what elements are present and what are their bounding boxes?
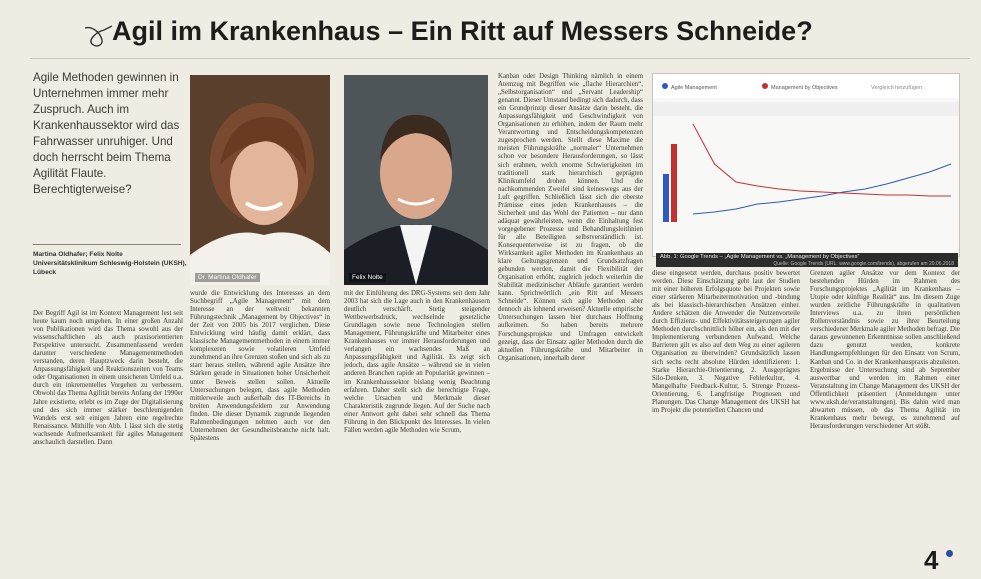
series-line-agile <box>693 164 951 214</box>
page-number: 4 <box>924 545 939 575</box>
trend-chart <box>653 74 959 256</box>
figure-caption-text: Abb. 1: Google Trends – „Agile Management vs. „Management by Objectives“ <box>660 254 860 260</box>
photo-felix-nolte <box>344 75 488 285</box>
series-line-mbo <box>693 124 951 196</box>
body-column-2: wurde die Entwicklung des Interesses an dem Suchbegriff „Agile Management“ mit dem Interesse an der weltweit bekannten Führungstechnik „Management by Objectives“ in der Zeit von 2005 bis 2017 verglichen. Diese Entwicklung wird häufig damit erklärt, dass klassische Managementmethoden in einem immer komplexeren sowie volatileren Umfeld zunehmend an ihre Grenzen stoßen und sich als zu starr heraus stellen, während agile Ansätze ihre Stärken gerade in Situationen hoher Unsicherheit unter Beweis stellen sollen. Aktuelle Untersuchungen belegen, dass agile Methoden mittlerweile auch außerhalb des IT-Bereichs in breiten Anwendungsfeldern zur Anwendung finden. Die dieser Dynamik zugrunde liegenden Rahmenbedingungen nehmen auch vor den Unternehmen der Gesundheitsbranche nicht halt. Spätestens <box>190 290 330 442</box>
google-trends-figure <box>652 73 960 257</box>
body-column-5: diese eingesetzt werden, durchaus positiv bewertet werden. Diese Einschätzung geht laut der Studien mit einer höheren Erfolgsquote bei Projekten sowie einer stärkeren Mitarbeitermotivation und -bindung als bei klassisch-hierarchischen Ansätzen einher. Andere schätzen die Anwender die Nutzenvorteile durch Effizienz- und Effektivitätssteigerungen agiler Methoden durchschnittlich höher ein, als den mit der Implementierung verbundenen Aufwand. Welche Barrieren gilt es also auf dem Weg zu einer agileren Organisation zu überwinden? Grundsätzlich lassen sich sechs recht absolute Hürden identifizieren: 1. Starke Hierarchie-Orientierung, 2. Ausgeprägtes Silo-Denken, 3. Negative Fehlerkultur, 4. Mangelhafte Feedback-Kultur, 5. Strenge Prozess-Orientierung, 6. Langfristige Prognosen und Planungen. Das Change Management des UKSH hat im Projekt die potentiellen Chancen und <box>652 270 800 414</box>
legend-mbo: Management by Objectives <box>771 85 838 91</box>
figure-caption <box>656 253 958 267</box>
chart-plot-area <box>693 124 951 214</box>
body-column-1: Der Begriff Agil ist im Kontext Management fest seit heute kaum noch umgehen. In einer großen Anzahl von Publikationen wird das Thema sowohl aus der wissenschaftlichen als auch praxisorientierten Perspektive untersucht. Zusammenfassend werden darunter verschiedene Managementmethoden verstanden, deren Hauptzweck darin besteht, die Anpassungsfähigkeit und Reaktionszeiten von Teams oder Organisationen in einem unsicheren Umfeld u.a. durch ein inkrementelles Vorgehen zu verbessern. Obwohl das Thema Agilität bereits Anfang der 1990er Jahre existierte, erlebt es im Zuge der Digitalisierung und des sich immer stärker beschleunigenden Wandels erst seit einigen Jahren eine regelrechte Renaissance. Mithilfe von Abb. 1 lässt sich die stetig wachsende Aufmerksamkeit für agiles Management anschaulich darstellen. Dann <box>33 310 183 446</box>
legend-dot-mbo <box>762 83 768 89</box>
photo-martina-oldhafer <box>190 75 330 285</box>
body-column-3: mit der Einführung des DRG-Systems seit dem Jahr 2003 hat sich die Lage auch in den Krankenhäusern deutlich verschärft. Stetig steigender Wettbewerbsdruck, wechselnde gesetzliche Grundlagen sowie neue Technologien stellen Management, Führungskräfte und Mitarbeiter eines Krankenhauses vor immer Herausforderungen und verlangen ein wachsendes Maß an Anpassungsfähigkeit und Agilität. Es zeigt sich jedoch, dass agile Ansätze – während sie in vielen anderen Branchen rapide an Popularität gewinnen – im Krankenhaussektor bislang wenig Beachtung erfahren. Daher stellt sich die berechtigte Frage, welche Ursachen und Merkmale dieser Charakteristik zugrunde liegen. Auf der Suche nach einer Antwort geht dabei sehr schnell das Thema Führung in den Blickpunkt des Interesses. In vielen Fällen werden agile Methoden wie Scrum, <box>344 290 490 434</box>
pen-scribble-icon <box>82 22 116 52</box>
page-dot-icon <box>946 550 953 557</box>
photo-caption: Dr. Martina Oldhafer <box>195 273 260 282</box>
intro-divider <box>33 244 181 245</box>
article-headline: Agil im Krankenhaus – Ein Ritt auf Messers Schneide? <box>112 16 813 46</box>
photo-caption: Felix Nolte <box>349 273 386 282</box>
body-column-6: Grenzen agiler Ansätze vor dem Kontext der bestehenden Hürden im Rahmen des Forschungsprojektes „Agilität im Krankenhaus – Utopie oder künftige Realität“ aus. Im diesem Zuge wurden zeitliche Führungskräfte in qualitativen Interviews u.a. zu ihren persönlichen Rollenverständnis sowie zu ihrer Beurteilung verschiedener Merkmale agiler Methoden befragt. Die daraus gewonnenen Erkenntnisse sollen anschließend dazu genutzt werden, konkrete Handlungsempfehlungen für den Einsatz von Scrum, Kanban und Co. in der Krankenhauspraxis abzuleiten. Ergebnisse der Untersuchung sind ab September auswertbar und werden im Rahmen einer Veranstaltung im Change Management des UKSH der Öffentlichkeit präsentiert (Anmeldungen unter www.uksh.de/veranstaltungen). Bis dahin wird man abwarten müssen, ob das Thema Agilität im Krankenhaus mehr bewegt, es zunehmend auf Herausforderungen verschiedener Art stößt. <box>810 270 960 430</box>
legend-dot-agile <box>662 83 668 89</box>
avg-bar-agile <box>663 174 669 222</box>
author-names: Martina Oldhafer; Felix Nolte <box>33 251 123 258</box>
avg-bar-mbo <box>671 144 677 222</box>
legend-agile: Agile Management <box>671 85 717 91</box>
author-affiliation: Universitätsklinikum Schleswig-Holstein (UKSH), Lübeck <box>33 260 187 276</box>
article-intro: Agile Methoden gewinnen in Unternehmen immer mehr Zuspruch. Auch im Krankenhaussektor wird das Fahrwasser unruhiger. Und doch herrscht beim Thema Agilität Flaute. Berechtigterweise? <box>33 71 180 196</box>
headline-divider <box>30 58 970 59</box>
legend-add: Vergleich hinzufügen <box>871 85 923 91</box>
chart-toolbar <box>653 102 959 116</box>
body-column-4: Kanban oder Design Thinking nämlich in einem Atemzug mit Begriffen wie „flache Hierarchien“, „Selbstorganisation“ und „Servant Leadership“ genannt. Dieser Umstand bedingt sich dadurch, dass ein Grundprinzip dieser Ansätze darin besteht, die Anpassungsfähigkeit und Geschwindigkeit von Organisationen zu erhöhen, indem der Raum mehr Verantwortung und Entscheidungskompetenzen zugesprochen werden. Stellt diese Maxime die meisten Führungskräfte „normaler“ Unternehmen schon vor besondere Herausforderungen, so lässt sich erahnen, welch enorme Schwierigkeiten im traditionell stark hierarchisch geprägten Klinikumfeld drohen können. Und die nachkommenden Zweifel sind keineswegs aus der Luft gegriffen. Schließlich lässt sich die oberste Prämisse eines jeden Krankenhauses – die Sicherheit und das Wohl der Patienten – nur dann adäquat gewährleisten, wenn die Einhaltung fest vorgegebener Prozesse und Behandlungsleitlinien für alle Beteiligten selbstverständlich ist. Konsequenterweise ist zu fragen, ob die Wirksamkeit agiler Methoden im Krankenhaus an klare Geltungsgrenzen und Grundsatzfragen gebunden werden, damit die Flexibilität der Organisation erhöht, zugleich jedoch weiterhin die Stabilität medizinischer Abläufe garantiert werden kann. Sprichwörtlich „ein Ritt auf Messers Schneide“. Können sich agile Methoden aber dennoch als lohnend erweisen? Aktuelle empirische Untersuchungen lassen hier durchaus Hoffnung aufkeimen. So haben bereits mehrere Forschungsprojekte und Umfragen entwickelt gezeigt, dass der Einsatz agiler Methoden durch die aktuellen Führungskräfte und Mitarbeiter in Organisationen, innerhalb derer <box>498 73 643 362</box>
author-block <box>33 250 188 277</box>
figure-source: Quelle: Google Trends (URL: www.google.com/trends), abgerufen am 20.06.2018 <box>773 260 954 267</box>
